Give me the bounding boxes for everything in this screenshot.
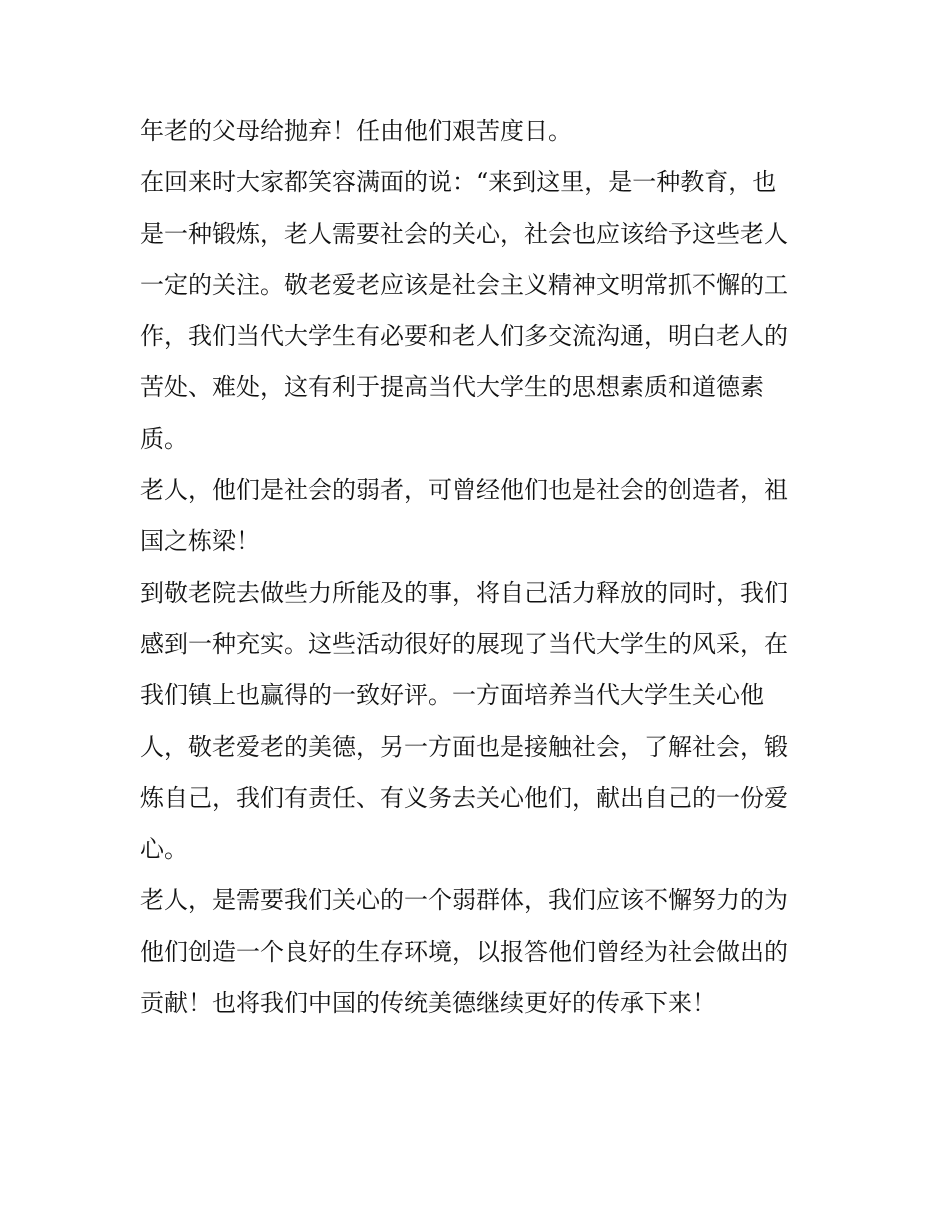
text-line: 他们创造一个良好的生存环境，以报答他们曾经为社会做出的 xyxy=(140,937,788,966)
text-line: 老人，是需要我们关心的一个弱群体，我们应该不懈努力的为 xyxy=(140,886,788,915)
text-line: 是一种锻炼，老人需要社会的关心，社会也应该给予这些老人 xyxy=(140,219,788,248)
text-line: 国之栋梁！ xyxy=(140,527,260,556)
text-line: 老人，他们是社会的弱者，可曾经他们也是社会的创造者，祖 xyxy=(140,476,788,505)
text-line: 心。 xyxy=(140,835,188,864)
text-line: 感到一种充实。这些活动很好的展现了当代大学生的风采，在 xyxy=(140,629,788,658)
text-line: 炼自己，我们有责任、有义务去关心他们，献出自己的一份爱 xyxy=(140,783,788,812)
text-line: 苦处、难处，这有利于提高当代大学生的思想素质和道德素 xyxy=(140,373,764,402)
text-line: 质。 xyxy=(140,424,188,453)
text-line: 贡献！也将我们中国的传统美德继续更好的传承下来！ xyxy=(140,989,716,1018)
text-line: 一定的关注。敬老爱老应该是社会主义精神文明常抓不懈的工 xyxy=(140,270,788,299)
text-line: 到敬老院去做些力所能及的事，将自己活力释放的同时，我们 xyxy=(140,578,788,607)
text-line: 我们镇上也赢得的一致好评。一方面培养当代大学生关心他 xyxy=(140,681,764,710)
text-line: 人，敬老爱老的美德，另一方面也是接触社会，了解社会，锻 xyxy=(140,732,788,761)
body-text xyxy=(140,106,830,1029)
text-line: 年老的父母给抛弃！任由他们艰苦度日。 xyxy=(140,117,572,145)
text-line: 在回来时大家都笑容满面的说：“来到这里，是一种教育，也 xyxy=(140,168,777,197)
text-line: 作，我们当代大学生有必要和老人们多交流沟通，明白老人的 xyxy=(140,322,788,351)
